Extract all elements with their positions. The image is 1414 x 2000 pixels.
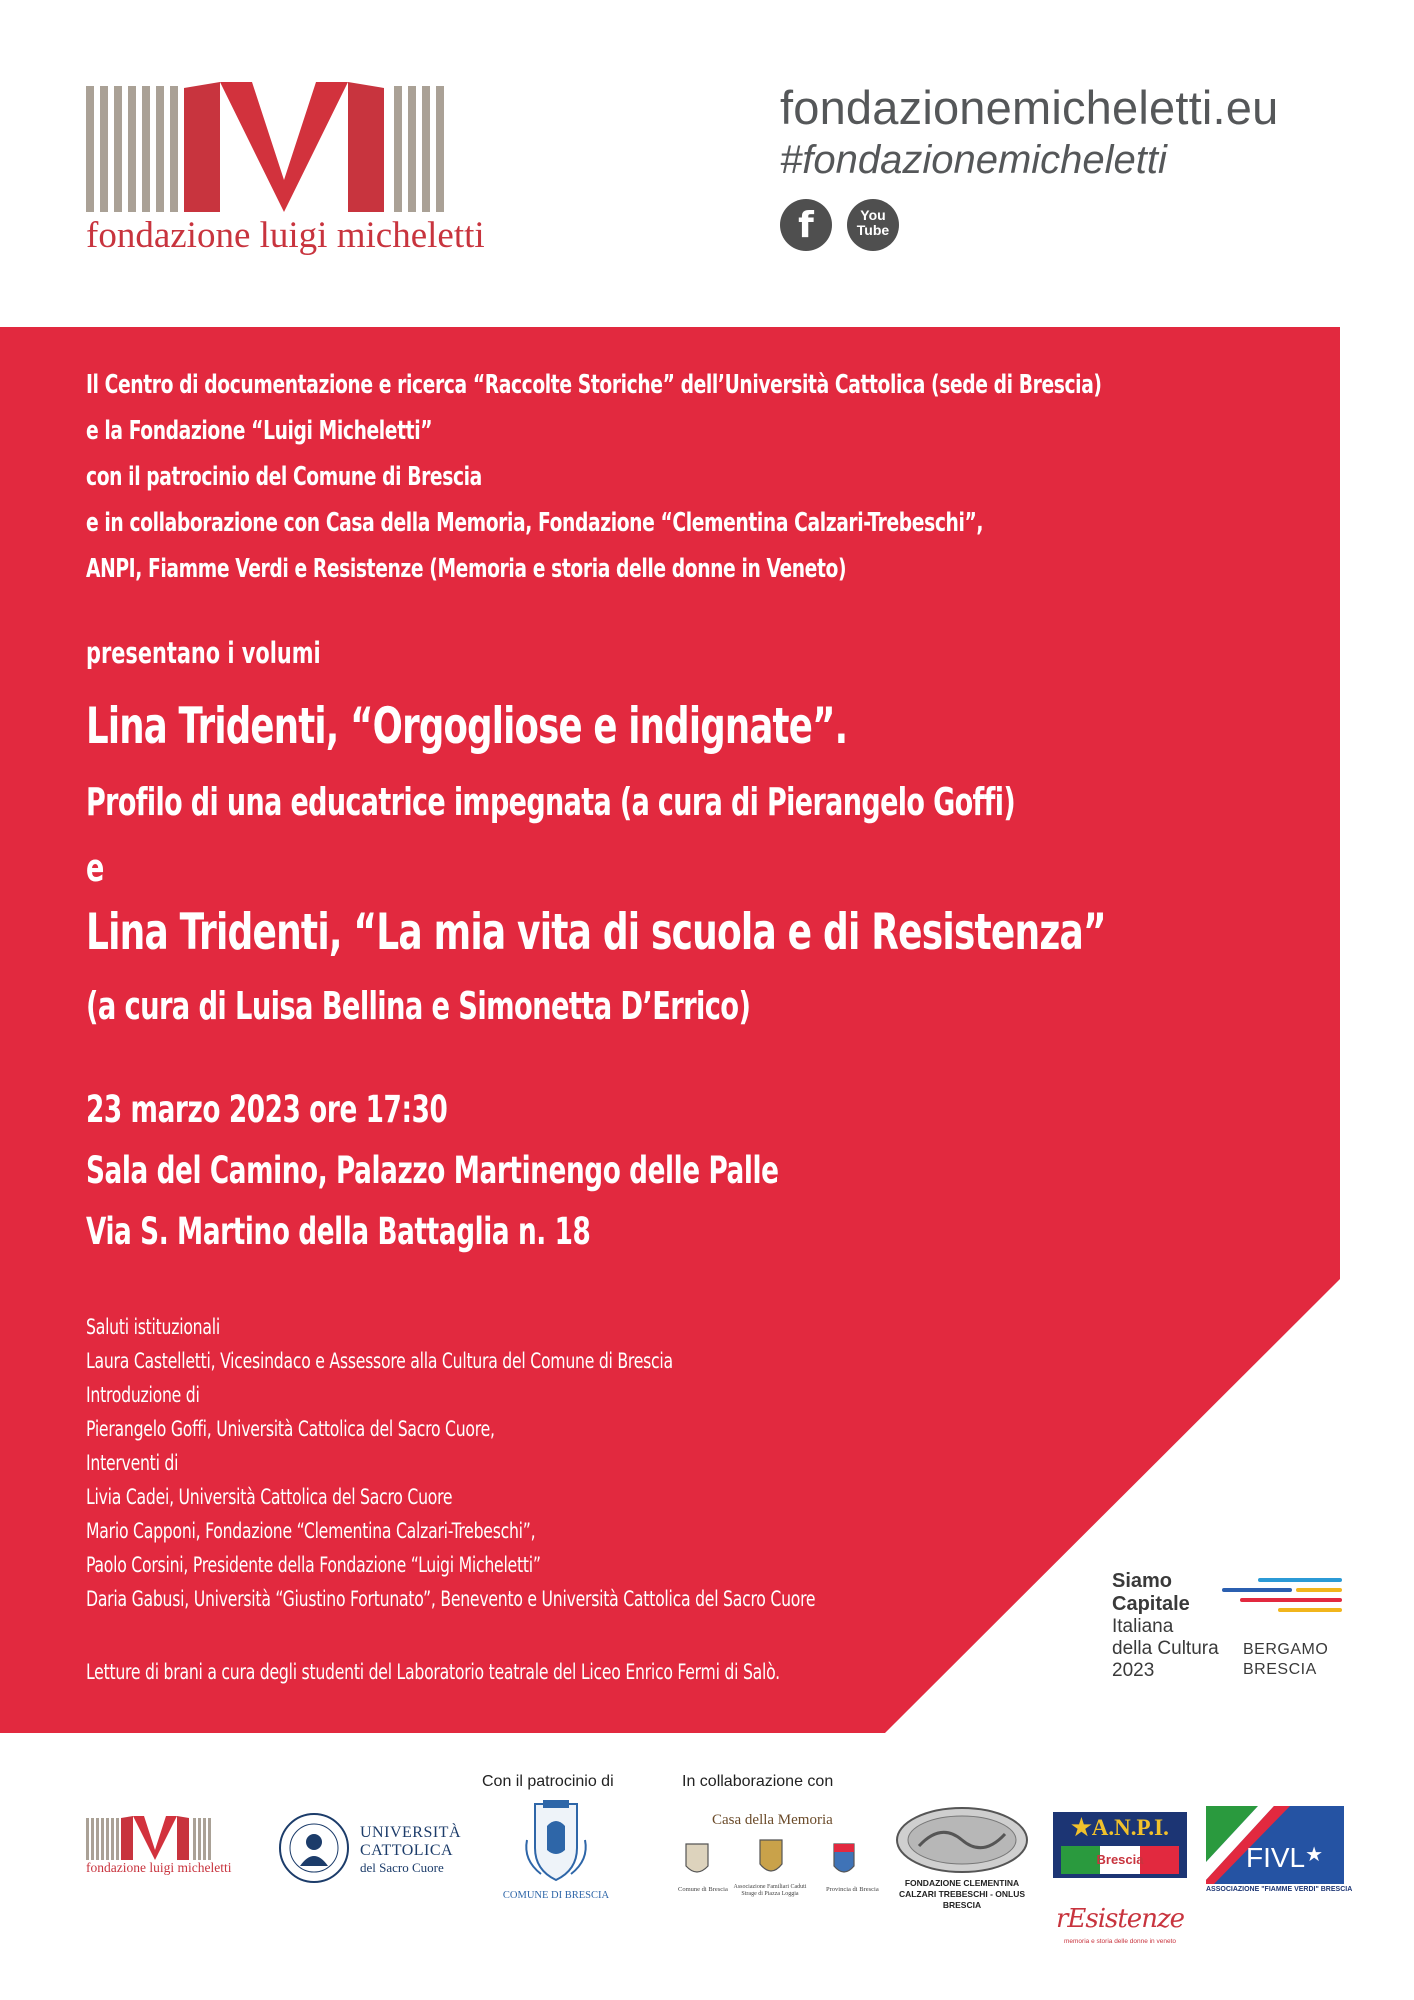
logo-bar [142, 86, 150, 212]
fivl-logo [1206, 1806, 1353, 1906]
cattolica-seal-icon [278, 1812, 350, 1884]
capitale-line5: 2023 [1112, 1660, 1155, 1681]
capitale-line1: Siamo [1112, 1570, 1173, 1592]
program-line: Paolo Corsini, Presidente della Fondazione “Luigi Micheletti” [86, 1553, 541, 1577]
stripe [1278, 1608, 1342, 1612]
logo-bar [422, 86, 430, 212]
capitale-cultura-logo [1112, 1570, 1219, 1682]
program-line: Livia Cadei, Università Cattolica del Sacro Cuore [86, 1485, 453, 1509]
logo-bar [100, 86, 108, 212]
program-line: Daria Gabusi, Università “Giustino Fortunato”, Benevento e Università Cattolica del Sacro Cuore [86, 1587, 816, 1611]
youtube-icon-line2: Tube [856, 222, 890, 238]
intro-line: con il patrocinio del Comune di Brescia [86, 462, 482, 492]
stripe [1296, 1588, 1342, 1592]
comune-brescia-logo [495, 1800, 615, 1910]
event-venue: Sala del Camino, Palazzo Martinengo delle Palle [86, 1149, 779, 1192]
casa-memoria-sub3: Provincia di Brescia [826, 1886, 879, 1893]
hashtag: #fondazionemicheletti [780, 138, 1167, 182]
program-line: Interventi di [86, 1451, 179, 1475]
footer-logo-mark [86, 1816, 229, 1860]
logo-bar [86, 86, 94, 212]
stripe [1240, 1598, 1342, 1602]
logo-bar [128, 86, 136, 212]
program-line: Pierangelo Goffi, Università Cattolica del Sacro Cuore, [86, 1417, 495, 1441]
logo-bar [114, 86, 122, 212]
logo-text: fondazione luigi micheletti [86, 215, 485, 256]
logo-bar [436, 86, 444, 212]
comune-label: COMUNE DI BRESCIA [502, 1890, 610, 1901]
anpi-text: A.N.P.I. [1091, 1815, 1169, 1840]
casa-memoria-crests-icon [678, 1836, 878, 1882]
intro-line: ANPI, Fiamme Verdi e Resistenze (Memoria e storia delle donne in Veneto) [86, 554, 847, 584]
letture-note: Letture di brani a cura degli studenti del Laboratorio teatrale del Liceo Enrico Fermi di Salò. [86, 1660, 780, 1684]
intro-line: e in collaborazione con Casa della Memoria, Fondazione “Clementina Calzari-Trebeschi”, [86, 508, 984, 538]
star-icon: ★ [1071, 1815, 1092, 1840]
fivl-caption: ASSOCIAZIONE "FIAMME VERDI" BRESCIA [1206, 1886, 1353, 1893]
capitale-line2: Capitale [1112, 1593, 1190, 1615]
cattolica-line1: UNIVERSITÀ [360, 1824, 461, 1841]
program-line: Mario Capponi, Fondazione “Clementina Calzari-Trebeschi”, [86, 1519, 536, 1543]
micheletti-logo [86, 86, 466, 216]
intro-block [86, 362, 1102, 592]
comune-crest-icon [521, 1800, 591, 1882]
intro-line: Il Centro di documentazione e ricerca “Raccolte Storiche” dell’Università Cattolica (sede di Brescia) [86, 370, 1102, 400]
facebook-icon[interactable]: f [780, 199, 832, 251]
casa-memoria-sub2: Associazione Familiari Caduti Strage di Piazza Loggia [733, 1884, 807, 1897]
program-block [86, 1310, 815, 1616]
capitale-stripes [1222, 1578, 1342, 1618]
anpi-city: Brescia [1096, 1852, 1144, 1867]
star-icon: ★ [1305, 1844, 1324, 1866]
capitale-line3: Italiana [1112, 1616, 1174, 1637]
patrocinio-label: Con il patrocinio di [482, 1773, 614, 1790]
resistenze-logo [1053, 1904, 1187, 1954]
resistenze-subtitle: memoria e storia delle donne in veneto [1063, 1938, 1176, 1945]
casa-memoria-logo [678, 1812, 878, 1912]
program-line: Introduzione di [86, 1383, 200, 1407]
fivl-text [1246, 1842, 1323, 1874]
event-datetime: 23 marzo 2023 ore 17:30 [86, 1088, 448, 1131]
conjunction: e [86, 846, 104, 890]
book1-title: Lina Tridenti, “Orgogliose e indignate”. [86, 697, 848, 755]
stripe [1258, 1578, 1342, 1582]
cattolica-logo [278, 1812, 461, 1892]
book2-subtitle: (a cura di Luisa Bellina e Simonetta D’Errico) [86, 984, 751, 1028]
calzari-logo [893, 1806, 1031, 1916]
logo-bar [408, 86, 416, 212]
program-line: Laura Castelletti, Vicesindaco e Assessore alla Cultura del Comune di Brescia [86, 1349, 673, 1373]
program-line: Saluti istituzionali [86, 1315, 220, 1339]
youtube-icon[interactable] [847, 199, 899, 251]
capitale-city2: BRESCIA [1243, 1661, 1317, 1678]
casa-memoria-sub1: Comune di Brescia [678, 1886, 728, 1893]
calzari-line1: FONDAZIONE CLEMENTINA [904, 1878, 1020, 1888]
logo-bar [394, 86, 402, 212]
footer-logo-text: fondazione luigi micheletti [86, 1860, 232, 1875]
anpi-logo [1053, 1812, 1187, 1878]
fivl-label: FIVL [1246, 1842, 1306, 1873]
capitale-cities [1243, 1640, 1328, 1680]
collaborazione-label: In collaborazione con [682, 1773, 834, 1790]
intro-line: e la Fondazione “Luigi Micheletti” [86, 416, 433, 446]
logo-m-mark [184, 80, 384, 214]
calzari-line3: BRESCIA [942, 1900, 982, 1910]
stripe [1222, 1588, 1292, 1592]
cattolica-line3: del Sacro Cuore [360, 1860, 444, 1875]
casa-memoria-title: Casa della Memoria [712, 1812, 833, 1828]
calzari-medallion-icon [895, 1806, 1029, 1874]
book1-subtitle: Profilo di una educatrice impegnata (a cura di Pierangelo Goffi) [86, 780, 1016, 824]
capitale-city1: BERGAMO [1243, 1641, 1329, 1658]
youtube-icon-line1: You [860, 207, 886, 223]
anpi-title [1053, 1815, 1187, 1841]
event-address: Via S. Martino della Battaglia n. 18 [86, 1210, 591, 1253]
website-link[interactable]: fondazionemicheletti.eu [780, 81, 1279, 134]
resistenze-title: rEsistenze [1055, 1904, 1185, 1934]
calzari-line2: CALZARI TREBESCHI - ONLUS [898, 1889, 1026, 1899]
logo-bar [170, 86, 178, 212]
anpi-flag [1061, 1846, 1179, 1874]
capitale-line4: della Cultura [1112, 1638, 1219, 1659]
logo-bar [156, 86, 164, 212]
presentano-label: presentano i volumi [86, 636, 321, 670]
cattolica-line2: CATTOLICA [360, 1842, 454, 1859]
book2-title: Lina Tridenti, “La mia vita di scuola e di Resistenza” [86, 903, 1106, 961]
footer-micheletti-logo [86, 1816, 266, 1876]
